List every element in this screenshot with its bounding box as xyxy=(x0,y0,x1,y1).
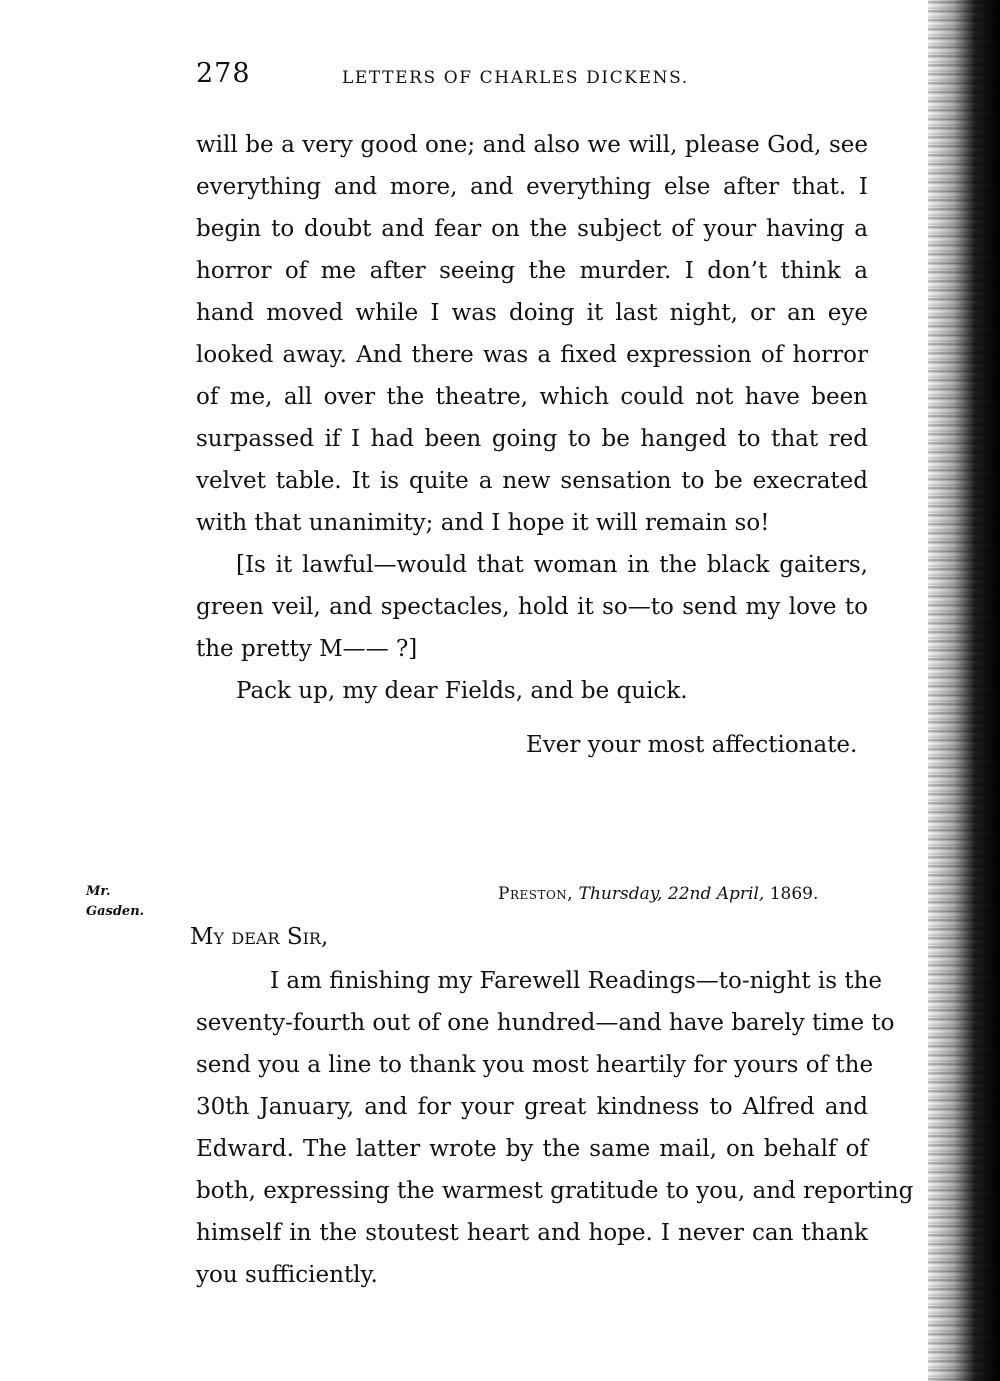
text-line: 30th January, and for your great kindness to Alfred and xyxy=(196,1094,868,1120)
text-line: Pack up, my dear Fields, and be quick. xyxy=(236,678,688,704)
margin-note xyxy=(86,882,144,922)
text-line: send you a line to thank you most heartily for yours of the xyxy=(196,1052,874,1078)
page-number: 278 xyxy=(196,58,251,89)
letter-2-dateline xyxy=(498,884,818,904)
letter-1-closing: Ever your most affectionate. xyxy=(526,732,858,758)
dateline-place: Preston, xyxy=(498,884,574,904)
text-line: you sufficiently. xyxy=(196,1262,378,1288)
margin-note-line: Gasden. xyxy=(86,904,145,919)
text-line: will be a very good one; and also we will, please God, see xyxy=(196,132,868,158)
text-line: with that unanimity; and I hope it will remain so! xyxy=(196,510,770,536)
text-line: begin to doubt and fear on the subject of your having a xyxy=(196,216,868,242)
binding-shadow xyxy=(928,0,1000,1381)
text-line: the pretty M—— ?] xyxy=(196,636,418,662)
text-line: himself in the stoutest heart and hope. I never can thank xyxy=(196,1220,868,1246)
text-line: seventy-fourth out of one hundred—and have barely time to xyxy=(196,1010,895,1036)
text-line: Edward. The latter wrote by the same mail, on behalf of xyxy=(196,1136,868,1162)
letter-2-body xyxy=(196,960,914,1296)
dateline-year: 1869. xyxy=(769,884,819,904)
text-line: everything and more, and everything else after that. I xyxy=(196,174,868,200)
running-title: LETTERS OF CHARLES DICKENS. xyxy=(342,68,689,88)
text-line: green veil, and spectacles, hold it so—to send my love to xyxy=(196,594,868,620)
text-line: I am finishing my Farewell Readings—to-night is the xyxy=(270,968,883,994)
text-line: looked away. And there was a fixed expression of horror xyxy=(196,342,868,368)
dateline-day: Thursday, xyxy=(578,884,663,904)
letter-2-salutation: My dear Sir, xyxy=(190,924,329,950)
letter-1-body xyxy=(196,124,868,712)
dateline-date: 22nd April, xyxy=(667,884,765,904)
page-header xyxy=(196,56,896,96)
text-line: hand moved while I was doing it last night, or an eye xyxy=(196,300,868,326)
text-line: of me, all over the theatre, which could not have been xyxy=(196,384,868,410)
text-line: horror of me after seeing the murder. I don’t think a xyxy=(196,258,868,284)
text-line: both, expressing the warmest gratitude to you, and reporting xyxy=(196,1178,914,1204)
text-line: surpassed if I had been going to be hanged to that red xyxy=(196,426,868,452)
text-line: velvet table. It is quite a new sensation to be execrated xyxy=(196,468,868,494)
margin-note-line: Mr. xyxy=(86,884,111,899)
text-line: [Is it lawful—would that woman in the black gaiters, xyxy=(236,552,868,578)
